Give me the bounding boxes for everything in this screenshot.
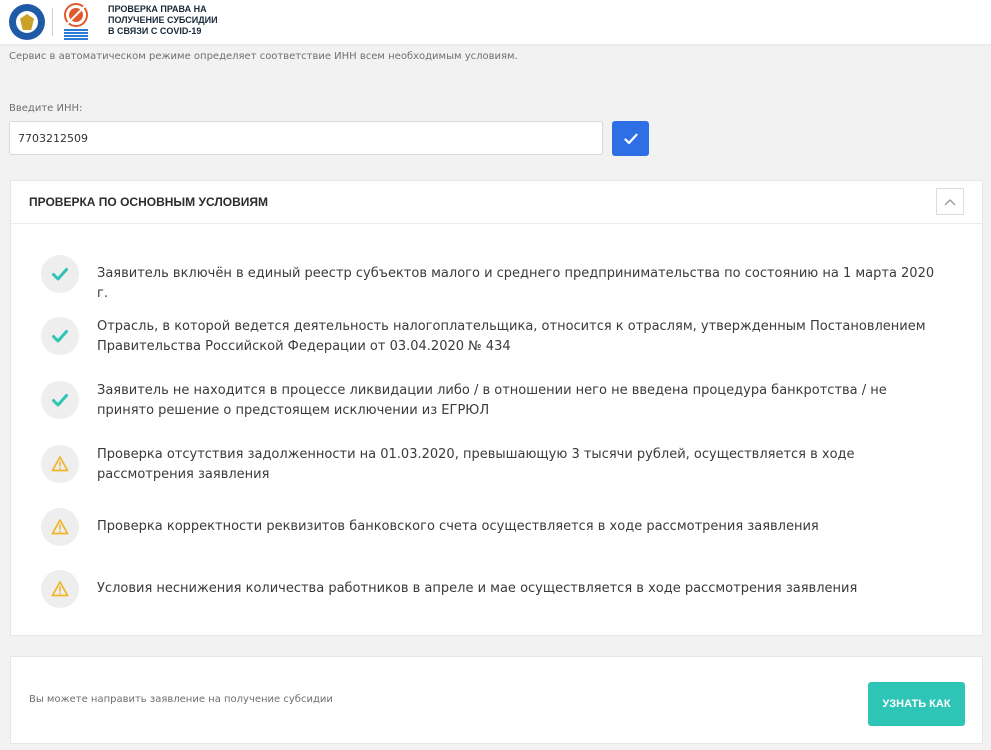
condition-text: Заявитель включён в единый реестр субъектов малого и среднего предпринимательства по состоянию на 1 марта 2020 г. <box>97 266 935 301</box>
conditions-panel <box>10 180 983 636</box>
warning-icon <box>50 517 70 537</box>
learn-how-button[interactable]: УЗНАТЬ КАК <box>868 682 965 726</box>
subsidy-application-panel <box>10 656 983 744</box>
conditions-panel-title: ПРОВЕРКА ПО ОСНОВНЫМ УСЛОВИЯМ <box>29 195 269 209</box>
check-icon <box>624 133 638 145</box>
service-title-line: ПОЛУЧЕНИЕ СУБСИДИИ <box>108 15 218 25</box>
service-description: Сервис в автоматическом режиме определяет соответствие ИНН всем необходимым условиям. <box>9 51 518 62</box>
warning-icon <box>50 454 70 474</box>
chevron-up-icon <box>944 198 956 206</box>
condition-text: Проверка корректности реквизитов банковского счета осуществляется в ходе рассмотрения заявления <box>97 519 819 534</box>
status-badge-ok <box>41 255 79 293</box>
status-badge-pending <box>41 570 79 608</box>
check-inn-button[interactable] <box>612 121 649 156</box>
inn-label: Введите ИНН: <box>9 103 83 114</box>
condition-text: Заявитель не находится в процессе ликвидации либо / в отношении него не введена процедура банкротства / не принято решение о предстоящем исключении из ЕГРЮЛ <box>97 383 887 418</box>
collapse-button[interactable] <box>936 188 964 215</box>
status-badge-ok <box>41 317 79 355</box>
logo-divider <box>52 8 53 36</box>
check-icon <box>50 326 70 346</box>
condition-text: Условия неснижения количества работников в апреле и мае осуществляется в ходе рассмотрения заявления <box>97 581 858 596</box>
inn-input[interactable] <box>9 121 603 155</box>
service-title[interactable] <box>108 4 228 37</box>
service-title-line: ПРОВЕРКА ПРАВА НА <box>108 4 207 14</box>
conditions-panel-header <box>11 181 982 224</box>
status-badge-ok <box>41 381 79 419</box>
check-icon <box>50 264 70 284</box>
status-badge-pending <box>41 508 79 546</box>
condition-text: Отрасль, в которой ведется деятельность налогоплательщика, относится к отраслям, утвержденным Постановлением Правительства Российской Федерации от 03.04.2020 № 434 <box>97 319 926 354</box>
warning-icon <box>50 579 70 599</box>
service-title-line: В СВЯЗИ С COVID-19 <box>108 26 202 36</box>
subsidy-application-text: Вы можете направить заявление на получение субсидии <box>29 694 333 705</box>
check-icon <box>50 390 70 410</box>
covid-logo-icon[interactable] <box>63 3 89 41</box>
condition-text: Проверка отсутствия задолженности на 01.03.2020, превышающую 3 тысячи рублей, осуществляется в ходе рассмотрения заявления <box>97 447 855 482</box>
header <box>0 0 991 44</box>
fns-emblem-icon[interactable] <box>9 4 45 40</box>
status-badge-pending <box>41 445 79 483</box>
